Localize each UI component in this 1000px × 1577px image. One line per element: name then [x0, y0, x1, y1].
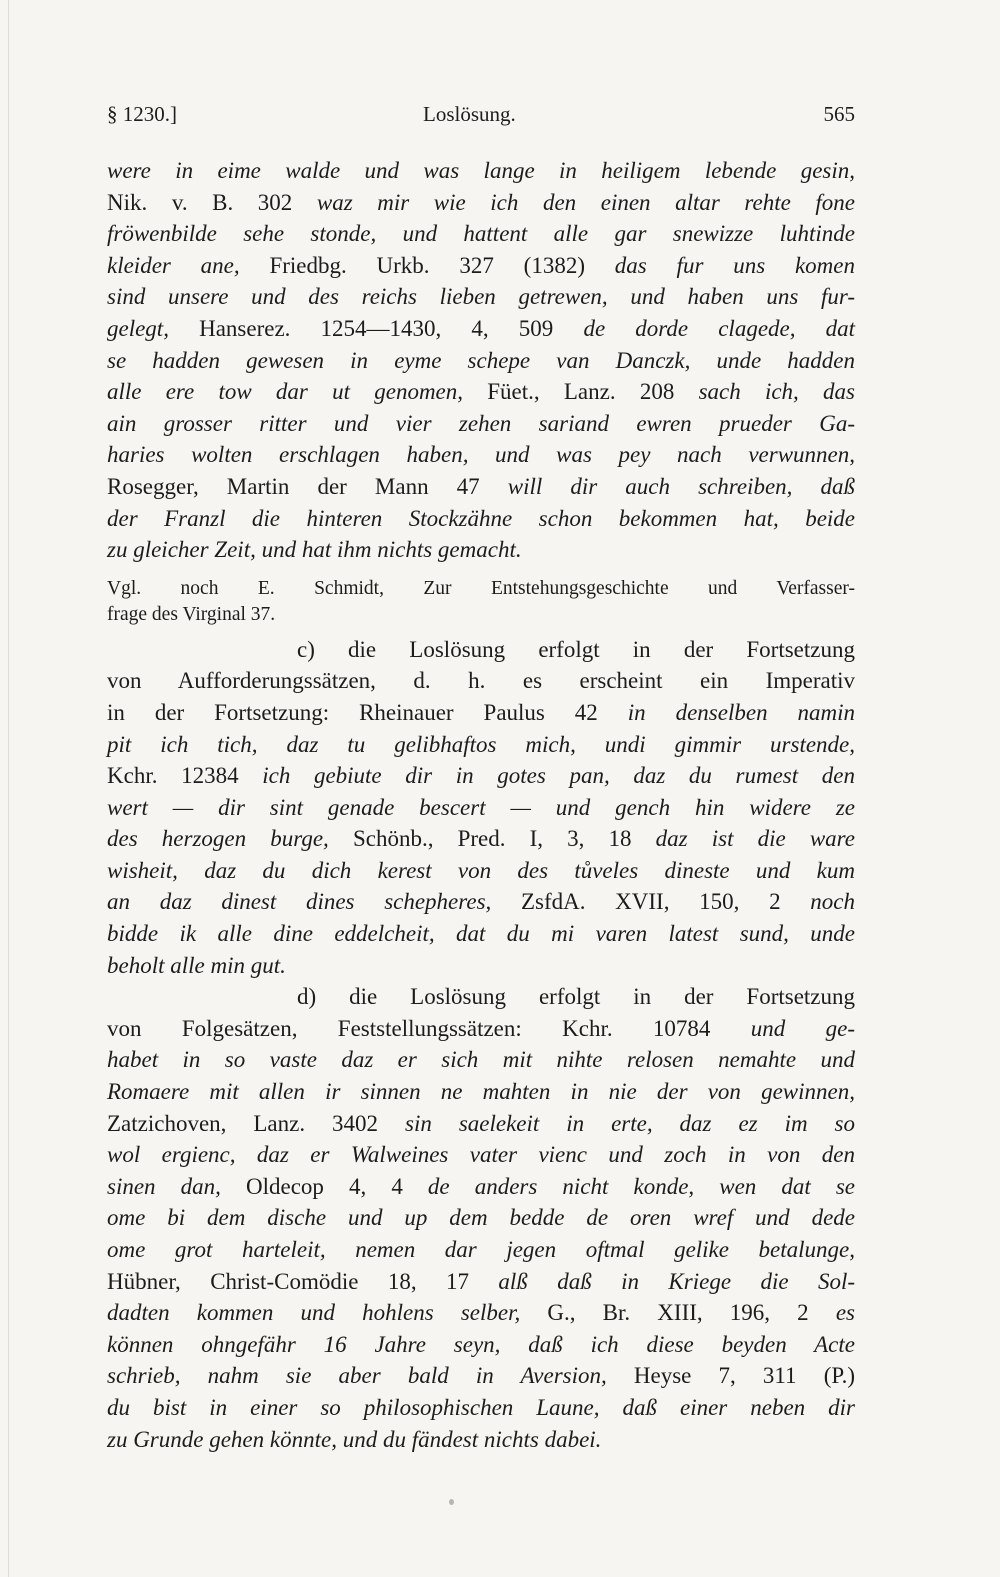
quotation-text: bidde ik alle dine eddelcheit, dat du mi varen latest sund, unde — [107, 921, 855, 947]
quotation-text: ich gebiute dir in gotes pan, daz du rumest den — [262, 763, 855, 789]
quotation-text: Romaere mit allen ir sinnen ne mahten in nie der von gewinnen, — [107, 1079, 855, 1105]
citation-text: Zatzichoven, Lanz. 3402 — [107, 1110, 406, 1136]
citation-text: Kchr. 12384 — [107, 763, 263, 789]
citation-text: d) die Loslösung erfolgt in der Fortsetzung — [297, 984, 855, 1010]
quotation-text: zu Grunde gehen könnte, und du fändest nichts dabei. — [107, 1426, 602, 1452]
quotation-text: were in eime walde und was lange in heiligem lebende gesin, — [107, 158, 855, 183]
citation-text: c) die Loslösung erfolgt in der Fortsetzung — [297, 636, 855, 662]
quotation-text: daz ist die ware — [655, 826, 855, 852]
running-head — [107, 102, 855, 132]
text-line — [107, 1234, 855, 1266]
quotation-text: waz mir wie ich den einen altar rehte fone — [316, 189, 855, 215]
text-line — [107, 1297, 855, 1329]
text-line — [107, 408, 855, 440]
text-line — [107, 792, 855, 824]
text-line — [107, 981, 855, 1013]
citation-text: Rosegger, Martin der Mann 47 — [107, 473, 508, 499]
text-line — [107, 471, 855, 503]
text-line — [107, 665, 855, 697]
quotation-text: noch — [810, 889, 855, 915]
citation-text: Füet., Lanz. 208 — [487, 379, 699, 405]
quotation-text: alle ere tow dar ut genomen, — [107, 379, 488, 405]
citation-text: Friedbg. Urkb. 327 (1382) — [269, 252, 615, 278]
quotation-text: wisheit, daz du dich kerest von des tůveles dineste und kum — [107, 857, 855, 883]
quotation-text: du bist in einer so philosophischen Laune, daß einer neben dir — [107, 1394, 855, 1420]
quotation-text: und ge- — [750, 1015, 855, 1041]
text-line — [107, 760, 855, 792]
text-line — [107, 345, 855, 377]
section-reference: § 1230.] — [107, 102, 177, 126]
text-line — [107, 313, 855, 345]
text-line — [107, 1139, 855, 1171]
text-line — [107, 1171, 855, 1203]
quotation-text: das fur uns komen — [614, 252, 855, 278]
quotation-text: sinen dan, — [107, 1173, 246, 1199]
citation-text: von Folgesätzen, Feststellungssätzen: Kchr. 10784 — [107, 1015, 751, 1041]
quotation-text: will dir auch schreiben, daß — [507, 473, 855, 499]
quotation-text: beholt alle min gut. — [107, 952, 286, 978]
quotation-text: an daz dinest dines schepheres, — [107, 889, 521, 915]
text-line — [107, 823, 855, 855]
quotation-text: de anders nicht konde, wen dat se — [427, 1173, 856, 1199]
text-line — [107, 376, 855, 408]
quotation-text: des herzogen burge, — [107, 826, 353, 852]
text-line — [107, 576, 855, 602]
quotation-text: können ohngefähr 16 Jahre seyn, daß ich diese beyden Acte — [107, 1331, 855, 1357]
quotation-text: de dorde clagede, dat — [583, 315, 856, 341]
quotation-text: in denselben namin — [627, 699, 856, 725]
text-line — [107, 1360, 855, 1392]
citation-text: frage des Virginal 37. — [107, 603, 276, 625]
citation-text: Nik. v. B. 302 — [107, 189, 317, 215]
citation-text: von Aufforderungssätzen, d. h. es erscheint ein Imperativ — [107, 668, 855, 694]
quotation-text: ome bi dem dische und up dem bedde de oren wref und dede — [107, 1205, 855, 1231]
citation-text: in der Fortsetzung: Rheinauer Paulus 42 — [107, 699, 628, 725]
quotation-text: der Franzl die hinteren Stockzähne schon bekommen hat, beide — [107, 505, 855, 531]
quotation-text: fröwenbilde sehe stonde, und hattent alle gar snewizze luhtinde — [107, 221, 855, 247]
citation-text: Vgl. noch E. Schmidt, Zur Entstehungsgeschichte und Verfasser- — [107, 577, 855, 599]
text-line — [107, 886, 855, 918]
text-line — [107, 697, 855, 729]
text-line — [107, 534, 855, 566]
quotation-text: gelegt, — [107, 315, 200, 341]
quotation-text: haries wolten erschlagen haben, und was pey nach verwunnen, — [107, 442, 855, 468]
quotation-text: sach ich, das — [698, 379, 855, 405]
body-text — [107, 155, 855, 1455]
text-line — [107, 1392, 855, 1424]
text-line — [107, 918, 855, 950]
quotation-text: wert — dir sint genade bescert — und gench hin widere ze — [107, 794, 855, 820]
text-line — [107, 1044, 855, 1076]
paper-speck — [449, 1499, 454, 1505]
citation-text: G., Br. XIII, 196, 2 — [547, 1300, 836, 1326]
running-title: Loslösung. — [423, 102, 516, 126]
text-line — [107, 729, 855, 761]
quotation-text: sind unsere und des reichs lieben getrewen, und haben uns fur- — [107, 284, 855, 310]
text-line — [107, 281, 855, 313]
quotation-text: alß daß in Kriege die Sol- — [498, 1268, 855, 1294]
text-line — [107, 634, 855, 666]
text-line — [107, 602, 855, 628]
quotation-text: dadten kommen und hohlens selber, — [107, 1300, 548, 1326]
text-line — [107, 1076, 855, 1108]
quotation-text: kleider ane, — [107, 252, 270, 278]
text-line — [107, 1329, 855, 1361]
text-line — [107, 1202, 855, 1234]
text-line — [107, 218, 855, 250]
text-line — [107, 439, 855, 471]
text-line — [107, 1013, 855, 1045]
citation-text: Heyse 7, 311 (P.) — [633, 1363, 856, 1389]
quotation-text: wol ergienc, daz er Walweines vater vienc und zoch in von den — [107, 1142, 855, 1168]
quotation-text: ain grosser ritter und vier zehen sariand ewren prueder Ga- — [107, 410, 855, 436]
text-line — [107, 1424, 855, 1456]
citation-text: ZsfdA. XVII, 150, 2 — [520, 889, 811, 915]
quotation-text: sin saelekeit in erte, daz ez im so — [405, 1110, 855, 1136]
citation-text: Schönb., Pred. I, 3, 18 — [352, 826, 656, 852]
text-line — [107, 503, 855, 535]
quotation-text: habet in so vaste daz er sich mit nihte relosen nemahte und — [107, 1047, 855, 1073]
text-line — [107, 250, 855, 282]
text-line — [107, 155, 855, 187]
citation-text: Hübner, Christ-Comödie 18, 17 — [107, 1268, 499, 1294]
text-line — [107, 950, 855, 982]
quotation-text: zu gleicher Zeit, und hat ihm nichts gemacht. — [107, 537, 522, 563]
text-line — [107, 1108, 855, 1140]
quotation-text: schrieb, nahm sie aber bald in Aversion, — [107, 1363, 634, 1389]
quotation-text: pit ich tich, daz tu gelibhaftos mich, undi gimmir urstende, — [107, 731, 855, 757]
citation-text: Oldecop 4, 4 — [245, 1173, 428, 1199]
quotation-text: se hadden gewesen in eyme schepe van Danczk, unde hadden — [107, 347, 855, 373]
quotation-text: ome grot harteleit, nemen dar jegen oftmal gelike betalunge, — [107, 1237, 855, 1262]
quotation-text: es — [835, 1300, 855, 1326]
text-line — [107, 1266, 855, 1298]
page-number: 565 — [823, 102, 855, 126]
citation-text: Hanserez. 1254—1430, 4, 509 — [199, 315, 584, 341]
text-line — [107, 855, 855, 887]
text-line — [107, 187, 855, 219]
